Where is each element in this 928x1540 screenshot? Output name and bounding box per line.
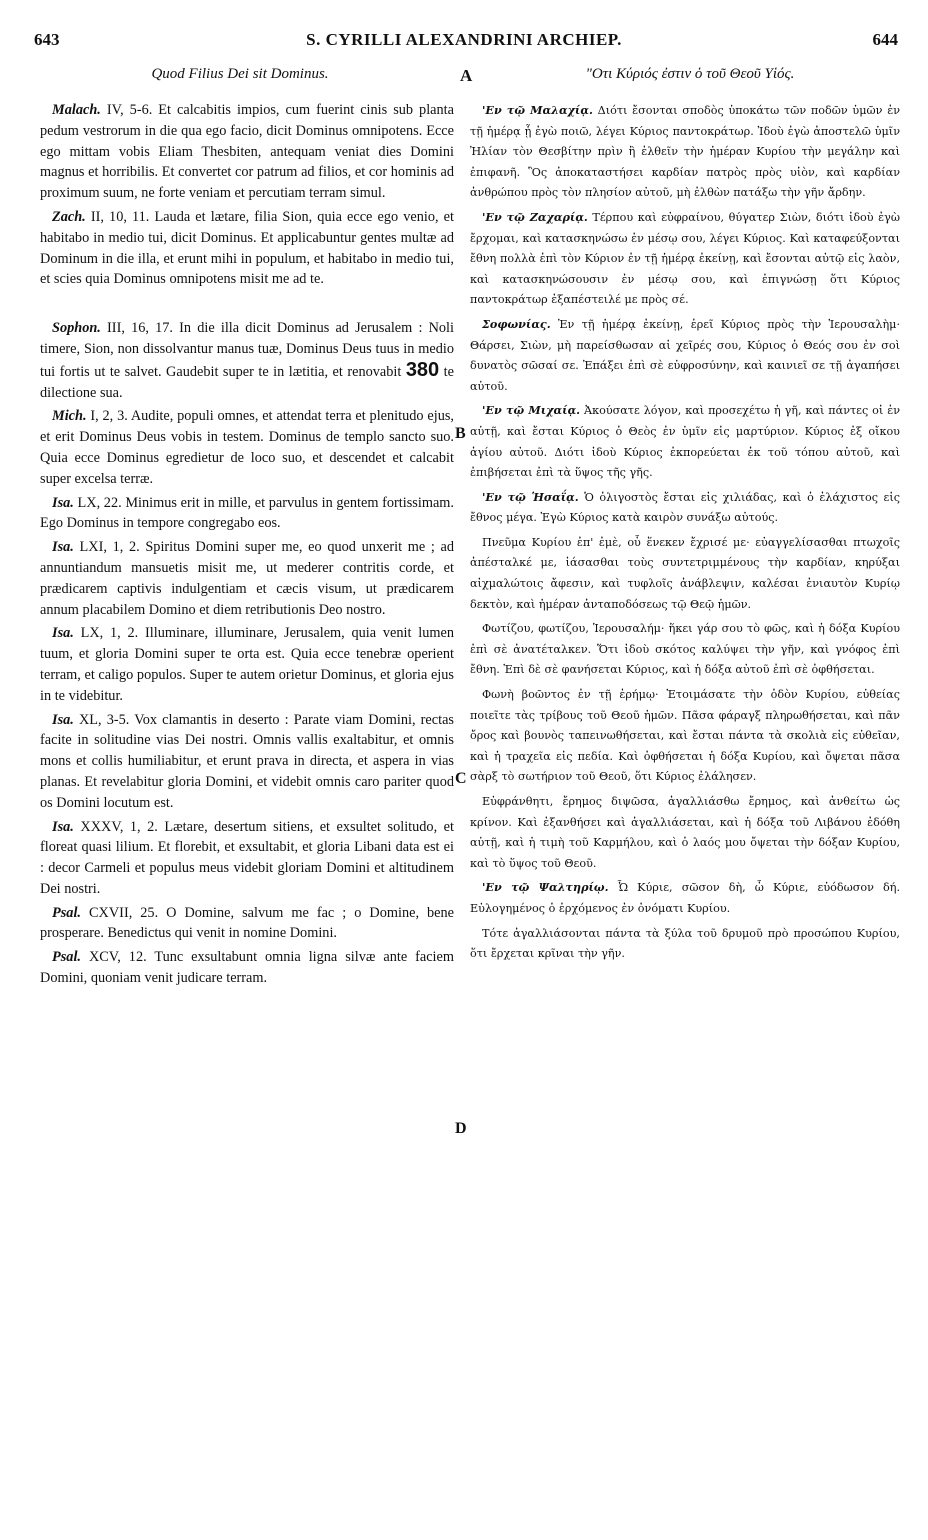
latin-passage: Sophon. III, 16, 17. In die illa dicit Dominus ad Jerusalem : Noli timere, Sion, non dissolvantur manus tuæ, Dominus Deus tuus in medio tui fortis ut te salvet. Gaudebit super te in lætitia, et renovabit 380 te dilectione sua. xyxy=(40,320,454,401)
greek-passage: Τότε ἀγαλλιάσονται πάντα τὰ ξύλα τοῦ δρυμοῦ πρὸ προσώπου Κυρίου, ὅτι ἔρχεται κρῖναι τὴν γῆν. xyxy=(470,926,900,961)
greek-passage: Σοφωνίας. Ἐν τῇ ἡμέρᾳ ἐκείνῃ, ἐρεῖ Κύριος πρὸς τὴν Ἱερουσαλὴμ· Θάρσει, Σιὼν, μὴ παρείσθωσαν αἱ χεῖρές σου, Κύριος ὁ Θεός σου ἐν σοὶ δυνατὸς σῶσαί σε. Ἐπάξει ἐπὶ σὲ εὐφροσύνην, καὶ καινιεῖ σε τῇ ἀγαπήσει αὐτοῦ. xyxy=(470,316,900,393)
running-title: S. CYRILLI ALEXANDRINI ARCHIEP. xyxy=(306,30,622,49)
greek-passage: 'Εν τῷ Μιχαίᾳ. Ἀκούσατε λόγον, καὶ προσεχέτω ἡ γῆ, καὶ πάντες οἱ ἐν αὐτῇ, καὶ ἔσται Κύριος ὁ Θεὸς ἐν ὑμῖν εἰς μαρτύριον. Κύριος ἐξ οἴκου ἁγίου αὐτοῦ. Διότι ἰδοὺ Κύριος ἐκπορεύεται ἐκ τοῦ τόπου αὐτοῦ, καὶ ἐπιβήσεται ἐπὶ τὰ ὕψος τῆς γῆς. xyxy=(470,403,900,480)
margin-letter-b: B xyxy=(455,425,466,442)
greek-passage: 'Εν τῷ Ζαχαρίᾳ. Τέρπου καὶ εὐφραίνου, θύγατερ Σιὼν, διότι ἰδοὺ ἐγὼ ἔρχομαι, καὶ κατασκηνώσω ἐν μέσῳ σου, λέγει Κύριος. Καὶ καταφεύξονται ἔθνη πολλὰ ἐπὶ τὸν Κύριον ἐν τῇ ἡμέρᾳ ἐκείνῃ, καὶ ἔσονται αὐτῷ εἰς λαὸν, καὶ κατασκηνώσουσιν ἐν μέσῳ σου, καὶ ἐπιγνώσῃ ὅτι Κύριος παντοκράτωρ ἐξαπέστειλέ με πρὸς σέ. xyxy=(470,209,900,307)
latin-passage: Isa. XL, 3-5. Vox clamantis in deserto : Parate viam Domini, rectas facite in solitudine vias Dei nostri. Omnis vallis exaltabitur, et omnis mons et collis humiliabitur, et erunt prava in directa, et aspera in vias planas. Et revelabitur gloria Domini, et videbit omnis caro pariter quod os Domini locutum est. xyxy=(40,711,454,811)
page-number-left: 643 xyxy=(34,30,60,49)
greek-subheading: "Οτι Κύριός ἐστιν ὁ τοῦ Θεοῦ Υἱός. xyxy=(585,66,795,82)
column-number: 380 xyxy=(405,358,440,381)
greek-passage: 'Εν τῷ Ἡσαΐᾳ. Ὁ ὀλιγοστὸς ἔσται εἰς χιλιάδας, καὶ ὁ ἐλάχιστος εἰς ἔθνος μέγα. Ἐγὼ Κύριος κατὰ καιρὸν συνάξω αὐτούς. xyxy=(470,489,900,525)
greek-passage: 'Εν τῷ Μαλαχίᾳ. Διότι ἔσονται σποδὸς ὑποκάτω τῶν ποδῶν ὑμῶν ἐν τῇ ἡμέρᾳ ᾗ ἐγὼ ποιῶ, λέγει Κύριος παντοκράτωρ. Ἰδοὺ ἐγὼ ἀποστελῶ ὑμῖν Ἠλίαν τὸν Θεσβίτην πρὶν ἢ ἐλθεῖν τὴν ἡμέραν Κυρίου τὴν μεγάλην καὶ ἐπιφανῆ. Ὃς ἀποκαταστήσει καρδίαν πατρὸς πρὸς υἱὸν, καὶ καρδίαν ἀνθρώπου πρὸς τὸν πλησίον αὐτοῦ, μὴ ἐλθὼν πατάξω τὴν γῆν ἄρδην. xyxy=(470,103,900,200)
page-header xyxy=(0,30,928,52)
latin-column xyxy=(40,100,454,992)
latin-subheading: Quod Filius Dei sit Dominus. xyxy=(151,66,329,82)
latin-passage: Zach. II, 10, 11. Lauda et lætare, filia Sion, quia ecce ego venio, et habitabo in medio tui, dicit Dominus. Et applicabuntur gentes multæ ad Dominum in die illa, et erunt mihi in populum, et habitabo in medio tui, et scies quia Dominus omnipotens misit me ad te. xyxy=(40,208,454,288)
latin-passage: Isa. LXI, 1, 2. Spiritus Domini super me, eo quod unxerit me ; ad annuntiandum mansuetis misit me, ut mederer contritis corde, et prædicarem captivis indulgentiam et cæcis visum, ut prædicarem annum placabilem Domino et diem retributionis Deo nostro. xyxy=(40,539,454,618)
latin-passage: Mich. I, 2, 3. Audite, populi omnes, et attendat terra et plenitudo ejus, et erit Dominus Deus vobis in testem. Dominus de templo sancto suo. Quia ecce Dominus egredietur de loco suo, et descendet et calcabit super excelsa terræ. xyxy=(40,408,454,487)
page-number-right: 644 xyxy=(872,30,898,49)
margin-letter-c: C xyxy=(455,770,467,787)
greek-passage: Πνεῦμα Κυρίου ἐπ' ἐμὲ, οὗ ἕνεκεν ἔχρισέ με· εὐαγγελίσασθαι πτωχοῖς ἀπέσταλκέ με, ἰάσασθαι τοὺς συντετριμμένους τὴν καρδίαν, κηρύξαι αἰχμαλώτοις ἄφεσιν, καὶ τυφλοῖς ἀνάβλεψιν, καλέσαι ἐνιαυτὸν Κυρίῳ δεκτὸν, καὶ ἡμέραν ἀνταποδόσεως τῷ Θεῷ ἡμῶν. xyxy=(470,535,900,611)
greek-passage: Φωνὴ βοῶντος ἐν τῇ ἐρήμῳ· Ἑτοιμάσατε τὴν ὁδὸν Κυρίου, εὐθείας ποιεῖτε τὰς τρίβους τοῦ Θεοῦ ἡμῶν. Πᾶσα φάραγξ πληρωθήσεται, καὶ πᾶν ὄρος καὶ βουνὸς ταπεινωθήσεται, καὶ ἔσται πάντα τὰ σκολιὰ εἰς εὐθεῖαν, καὶ ἡ τραχεῖα εἰς πεδία. Καὶ ὀφθήσεται ἡ δόξα Κυρίου, καὶ ὄψεται πᾶσα σὰρξ τὸ σωτήριον τοῦ Θεοῦ, ὅτι Κύριος ἐλάλησεν. xyxy=(470,688,900,784)
latin-passage: Malach. IV, 5-6. Et calcabitis impios, cum fuerint cinis sub planta pedum vestrorum in die qua ego facio, dicit Dominus omnipotens. Ecce ego mittam vobis Eliam Thesbiten, antequam veniat dies Domini magnus et horribilis. Et convertet cor patrum ad filios, et cor hominis ad proximum suum, ne forte veniam et percutiam terram simul. xyxy=(40,102,454,202)
margin-letter-d: D xyxy=(455,1120,467,1137)
greek-passage: Φωτίζου, φωτίζου, Ἱερουσαλήμ· ἥκει γάρ σου τὸ φῶς, καὶ ἡ δόξα Κυρίου ἐπὶ σὲ ἀνατέταλκεν. Ὅτι ἰδοὺ σκότος καλύψει τὴν γῆν, καὶ γνόφος ἐπὶ ἔθνη. Ἐπὶ δὲ σὲ φανήσεται Κύριος, καὶ ἡ δόξα αὐτοῦ ἐπὶ σὲ ὀφθήσεται. xyxy=(470,622,900,677)
latin-passage: Isa. LX, 22. Minimus erit in mille, et parvulus in gentem fortissimam. Ego Dominus in tempore congregabo eos. xyxy=(40,494,454,532)
greek-column xyxy=(470,100,900,968)
latin-passage: Isa. XXXV, 1, 2. Lætare, desertum sitiens, et exsultet solitudo, et floreat quasi lilium. Et florebit, et exsultabit, et gloria Libani data est ei : decor Carmeli et populus meus videbit gloriam Domini et altitudinem Dei nostri. xyxy=(40,818,454,897)
greek-passage: 'Εν τῷ Ψαλτηρίῳ. Ὦ Κύριε, σῶσον δὴ, ὦ Κύριε, εὐόδωσον δή. Εὐλογημένος ὁ ἐρχόμενος ἐν ὀνόματι Κυρίου. xyxy=(470,880,901,915)
latin-passage: Psal. XCV, 12. Tunc exsultabunt omnia ligna silvæ ante faciem Domini, quoniam venit judicare terram. xyxy=(40,949,454,987)
margin-letter-a: A xyxy=(460,66,473,85)
latin-passage: Psal. CXVII, 25. O Domine, salvum me fac ; o Domine, bene prosperare. Benedictus qui venit in nomine Domini. xyxy=(40,904,454,942)
greek-passage: Εὐφράνθητι, ἔρημος διψῶσα, ἀγαλλιάσθω ἔρημος, καὶ ἀνθείτω ὡς κρίνον. Καὶ ἐξανθήσει καὶ ἀγαλλιάσεται, καὶ ἡ δόξα τοῦ Λιβάνου ἐδόθη αὐτῇ, καὶ ἡ τιμὴ τοῦ Καρμήλου, καὶ ὁ λαός μου ὄψεται τὴν δόξαν Κυρίου, καὶ τὸ ὕψος τοῦ Θεοῦ. xyxy=(470,795,900,870)
latin-passage: Isa. LX, 1, 2. Illuminare, illuminare, Jerusalem, quia venit lumen tuum, et gloria Domini super te orta est. Quia ecce tenebræ operient terram, et caligo populos. Super te autem orietur Dominus, et gloria ejus in te videbitur. xyxy=(40,625,454,704)
